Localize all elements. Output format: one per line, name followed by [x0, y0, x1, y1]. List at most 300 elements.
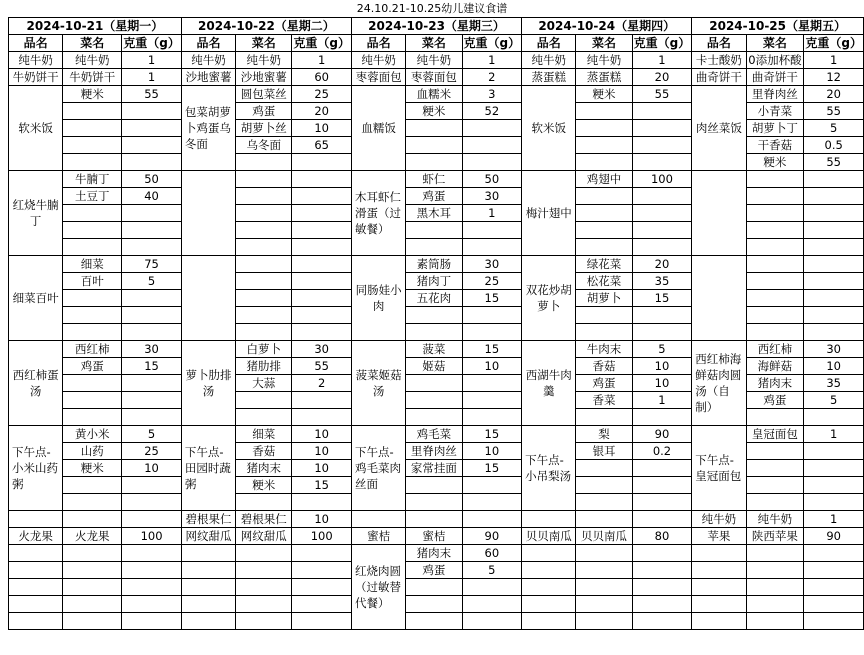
table-row — [9, 86, 864, 103]
dish-name — [692, 613, 746, 630]
ingredient-name — [406, 596, 462, 613]
ingredient-name: 纯牛奶 — [576, 52, 632, 69]
ingredient-weight — [122, 239, 182, 256]
table-row — [9, 511, 864, 528]
ingredient-weight — [122, 494, 182, 511]
ingredient-weight — [462, 392, 522, 409]
dish-name — [522, 579, 576, 596]
day-header: 2024-10-25（星期五） — [692, 18, 864, 35]
ingredient-weight: 80 — [632, 528, 692, 545]
ingredient-name: 山药 — [63, 443, 122, 460]
ingredient-weight: 5 — [122, 426, 182, 443]
ingredient-name: 大蒜 — [236, 375, 292, 392]
ingredient-weight: 10 — [462, 443, 522, 460]
ingredient-weight — [462, 579, 522, 596]
ingredient-name: 曲奇饼干 — [746, 69, 804, 86]
day-header: 2024-10-21（星期一） — [9, 18, 182, 35]
dish-name: 红烧牛腩丁 — [9, 171, 63, 256]
ingredient-weight — [122, 290, 182, 307]
ingredient-weight — [632, 222, 692, 239]
ingredient-weight — [632, 477, 692, 494]
ingredient-name — [63, 375, 122, 392]
ingredient-weight: 35 — [632, 273, 692, 290]
ingredient-weight: 15 — [462, 341, 522, 358]
ingredient-weight: 100 — [632, 171, 692, 188]
ingredient-weight: 15 — [462, 290, 522, 307]
ingredient-weight: 90 — [632, 426, 692, 443]
ingredient-weight: 2 — [292, 375, 352, 392]
dish-name: 下午点-鸡毛菜肉丝面 — [351, 426, 405, 511]
ingredient-weight: 20 — [292, 103, 352, 120]
dish-name: 火龙果 — [9, 528, 63, 545]
ingredient-weight — [122, 511, 182, 528]
ingredient-name — [406, 307, 462, 324]
table-row — [9, 613, 864, 630]
col-header-ingredient: 菜名 — [746, 35, 804, 52]
ingredient-weight: 20 — [632, 69, 692, 86]
ingredient-name — [406, 477, 462, 494]
ingredient-name — [746, 256, 804, 273]
ingredient-name — [406, 494, 462, 511]
ingredient-name: 香菇 — [576, 358, 632, 375]
column-header-row — [9, 35, 864, 52]
col-header-weight: 克重（g） — [463, 35, 521, 50]
ingredient-name — [576, 579, 632, 596]
ingredient-name: 牛奶饼干 — [63, 69, 122, 86]
dish-name: 梅汁翅中 — [522, 171, 576, 256]
col-header-dish: 品名 — [9, 35, 63, 52]
ingredient-name — [406, 511, 462, 528]
ingredient-name — [63, 239, 122, 256]
ingredient-name: 菠菜 — [406, 341, 462, 358]
dish-name: 牛奶饼干 — [9, 69, 63, 86]
ingredient-name — [576, 103, 632, 120]
day-header: 2024-10-23（星期三） — [351, 18, 521, 35]
ingredient-weight — [122, 392, 182, 409]
ingredient-weight: 12 — [804, 69, 864, 86]
ingredient-weight — [122, 375, 182, 392]
ingredient-name: 粳米 — [236, 477, 292, 494]
ingredient-name: 鸡蛋 — [576, 375, 632, 392]
ingredient-name: 白萝卜 — [236, 341, 292, 358]
ingredient-weight — [292, 205, 352, 222]
ingredient-name: 粳米 — [63, 86, 122, 103]
dish-name: 血糯饭 — [351, 86, 405, 171]
dish-name — [9, 596, 63, 613]
table-row — [9, 596, 864, 613]
ingredient-name: 鸡蛋 — [63, 358, 122, 375]
ingredient-name — [63, 562, 122, 579]
ingredient-weight — [462, 409, 522, 426]
ingredient-name — [746, 613, 804, 630]
ingredient-name: 里脊肉丝 — [406, 443, 462, 460]
ingredient-name — [406, 137, 462, 154]
ingredient-weight — [804, 239, 864, 256]
ingredient-name: 圆包菜丝 — [236, 86, 292, 103]
ingredient-weight: 15 — [462, 460, 522, 477]
ingredient-name: 纯牛奶 — [63, 52, 122, 69]
ingredient-weight — [292, 290, 352, 307]
ingredient-name — [406, 613, 462, 630]
ingredient-weight: 30 — [804, 341, 864, 358]
ingredient-weight — [292, 392, 352, 409]
dish-name — [692, 596, 746, 613]
ingredient-name — [236, 613, 292, 630]
dish-name: 苹果 — [692, 528, 746, 545]
ingredient-name — [576, 460, 632, 477]
ingredient-weight: 1 — [122, 69, 182, 86]
ingredient-weight — [292, 239, 352, 256]
ingredient-name — [406, 154, 462, 171]
dish-name: 下午点-田园时蔬粥 — [181, 426, 235, 511]
ingredient-weight — [462, 613, 522, 630]
ingredient-name: 粳米 — [746, 154, 804, 171]
ingredient-name — [236, 409, 292, 426]
dish-name — [522, 596, 576, 613]
table-row — [9, 256, 864, 273]
ingredient-weight — [804, 205, 864, 222]
ingredient-name — [746, 409, 804, 426]
ingredient-name — [63, 205, 122, 222]
dish-name — [522, 562, 576, 579]
ingredient-name — [746, 494, 804, 511]
ingredient-weight: 65 — [292, 137, 352, 154]
day-header: 2024-10-22（星期二） — [181, 18, 351, 35]
ingredient-weight: 75 — [122, 256, 182, 273]
ingredient-name: 粳米 — [406, 103, 462, 120]
ingredient-name: 西红柿 — [746, 341, 804, 358]
dish-name: 红烧肉圆（过敏替代餐） — [351, 545, 405, 630]
ingredient-name: 贝贝南瓜 — [576, 528, 632, 545]
ingredient-weight — [804, 477, 864, 494]
col-header-dish: 品名 — [181, 35, 235, 52]
ingredient-name: 火龙果 — [63, 528, 122, 545]
ingredient-name: 猪肉末 — [236, 460, 292, 477]
ingredient-name: 乌冬面 — [236, 137, 292, 154]
ingredient-name — [63, 154, 122, 171]
ingredient-weight: 60 — [462, 545, 522, 562]
ingredient-name: 银耳 — [576, 443, 632, 460]
ingredient-name: 鸡毛菜 — [406, 426, 462, 443]
ingredient-weight — [804, 545, 864, 562]
ingredient-name: 蒸蛋糕 — [576, 69, 632, 86]
ingredient-name — [236, 154, 292, 171]
ingredient-name — [63, 579, 122, 596]
ingredient-weight — [804, 409, 864, 426]
ingredient-weight — [292, 324, 352, 341]
ingredient-weight: 15 — [632, 290, 692, 307]
dish-name — [692, 545, 746, 562]
ingredient-weight: 40 — [122, 188, 182, 205]
ingredient-weight — [632, 409, 692, 426]
ingredient-name: 纯牛奶 — [406, 52, 462, 69]
ingredient-weight — [122, 324, 182, 341]
ingredient-name: 里脊肉丝 — [746, 86, 804, 103]
ingredient-name — [236, 596, 292, 613]
ingredient-name — [236, 307, 292, 324]
ingredient-weight — [292, 171, 352, 188]
ingredient-weight: 1 — [292, 52, 352, 69]
dish-name — [181, 545, 235, 562]
ingredient-name — [236, 392, 292, 409]
dish-name: 网纹甜瓜 — [181, 528, 235, 545]
menu-body — [9, 52, 864, 630]
dish-name: 下午点-小吊梨汤 — [522, 426, 576, 511]
ingredient-weight: 60 — [292, 69, 352, 86]
ingredient-name — [236, 171, 292, 188]
ingredient-weight — [292, 613, 352, 630]
ingredient-name: 黑木耳 — [406, 205, 462, 222]
dish-name: 双花炒胡萝卜 — [522, 256, 576, 341]
col-header-weight: 克重（g） — [805, 35, 862, 50]
col-header-weight: 克重（g） — [293, 35, 350, 50]
ingredient-weight — [462, 511, 522, 528]
dish-name: 纯牛奶 — [692, 511, 746, 528]
ingredient-name: 鸡翅中 — [576, 171, 632, 188]
ingredient-name: 黄小米 — [63, 426, 122, 443]
col-header-dish: 品名 — [692, 35, 746, 52]
dish-name: 蒸蛋糕 — [522, 69, 576, 86]
dish-name — [9, 613, 63, 630]
ingredient-weight — [462, 477, 522, 494]
ingredient-weight: 0.2 — [632, 443, 692, 460]
ingredient-weight — [462, 324, 522, 341]
ingredient-name — [576, 222, 632, 239]
dish-name — [9, 562, 63, 579]
ingredient-name: 松花菜 — [576, 273, 632, 290]
ingredient-weight: 10 — [292, 426, 352, 443]
ingredient-name: 鸡蛋 — [236, 103, 292, 120]
dish-name: 沙地蜜薯 — [181, 69, 235, 86]
table-row — [9, 528, 864, 545]
ingredient-weight — [632, 511, 692, 528]
ingredient-name — [576, 494, 632, 511]
ingredient-name — [236, 273, 292, 290]
ingredient-name: 绿花菜 — [576, 256, 632, 273]
ingredient-weight — [292, 545, 352, 562]
ingredient-weight: 55 — [292, 358, 352, 375]
ingredient-weight: 25 — [292, 86, 352, 103]
ingredient-weight — [462, 137, 522, 154]
ingredient-name: 猪肉末 — [746, 375, 804, 392]
dish-name: 西红柿海鲜菇肉圆汤（自制） — [692, 341, 746, 426]
ingredient-name — [63, 392, 122, 409]
ingredient-weight — [292, 154, 352, 171]
ingredient-weight: 100 — [122, 528, 182, 545]
ingredient-name — [236, 562, 292, 579]
ingredient-name — [746, 188, 804, 205]
col-header-ingredient: 菜名 — [236, 35, 292, 52]
ingredient-name: 皇冠面包 — [746, 426, 804, 443]
col-header-ingredient: 菜名 — [576, 35, 632, 52]
ingredient-name — [236, 239, 292, 256]
day-header: 2024-10-24（星期四） — [522, 18, 692, 35]
ingredient-name: 碧根果仁 — [236, 511, 292, 528]
ingredient-name — [746, 443, 804, 460]
dish-name — [692, 256, 746, 341]
ingredient-name — [746, 239, 804, 256]
ingredient-weight — [122, 409, 182, 426]
ingredient-weight: 15 — [462, 426, 522, 443]
ingredient-weight — [292, 307, 352, 324]
dish-name — [181, 579, 235, 596]
ingredient-name — [236, 188, 292, 205]
ingredient-weight: 30 — [292, 341, 352, 358]
dish-name: 下午点-小米山药粥 — [9, 426, 63, 511]
ingredient-weight — [462, 120, 522, 137]
ingredient-weight — [804, 188, 864, 205]
ingredient-name — [406, 409, 462, 426]
ingredient-name — [576, 188, 632, 205]
ingredient-name — [576, 324, 632, 341]
ingredient-weight — [122, 545, 182, 562]
ingredient-weight — [632, 103, 692, 120]
ingredient-name — [63, 613, 122, 630]
ingredient-weight: 30 — [462, 256, 522, 273]
ingredient-weight: 5 — [804, 392, 864, 409]
ingredient-weight — [122, 579, 182, 596]
ingredient-weight — [292, 562, 352, 579]
ingredient-name — [746, 579, 804, 596]
ingredient-name: 梨 — [576, 426, 632, 443]
ingredient-weight — [462, 596, 522, 613]
dish-name — [692, 562, 746, 579]
ingredient-name — [576, 409, 632, 426]
dish-name — [9, 511, 63, 528]
ingredient-name — [406, 324, 462, 341]
ingredient-name — [576, 511, 632, 528]
ingredient-weight: 10 — [292, 120, 352, 137]
ingredient-weight — [632, 596, 692, 613]
ingredient-weight — [804, 579, 864, 596]
ingredient-weight — [292, 222, 352, 239]
ingredient-weight: 1 — [462, 52, 522, 69]
col-header-weight: 克重（g） — [633, 35, 691, 50]
ingredient-name — [746, 273, 804, 290]
dish-name: 菠菜姬菇汤 — [351, 341, 405, 426]
ingredient-name — [746, 460, 804, 477]
ingredient-name — [236, 256, 292, 273]
ingredient-name — [406, 579, 462, 596]
ingredient-weight — [632, 120, 692, 137]
ingredient-name: 香菜 — [576, 392, 632, 409]
ingredient-name — [63, 511, 122, 528]
menu-table — [8, 17, 864, 630]
dish-name: 细菜百叶 — [9, 256, 63, 341]
dish-name: 卡士酸奶 — [692, 52, 746, 69]
dish-name: 同肠娃小肉 — [351, 256, 405, 341]
ingredient-weight — [122, 596, 182, 613]
ingredient-name — [576, 205, 632, 222]
ingredient-name — [746, 477, 804, 494]
ingredient-name — [236, 494, 292, 511]
ingredient-name: 猪肉丁 — [406, 273, 462, 290]
ingredient-weight — [292, 256, 352, 273]
ingredient-weight: 1 — [632, 52, 692, 69]
dish-name: 西湖牛肉羹 — [522, 341, 576, 426]
ingredient-name — [63, 222, 122, 239]
dish-name: 纯牛奶 — [9, 52, 63, 69]
ingredient-weight: 1 — [804, 52, 864, 69]
dish-name: 碧根果仁 — [181, 511, 235, 528]
ingredient-name: 香菇 — [236, 443, 292, 460]
ingredient-weight: 25 — [122, 443, 182, 460]
ingredient-name — [406, 375, 462, 392]
ingredient-name — [746, 545, 804, 562]
ingredient-weight — [632, 494, 692, 511]
ingredient-weight — [292, 579, 352, 596]
ingredient-weight — [122, 613, 182, 630]
ingredient-name: 猪肋排 — [236, 358, 292, 375]
dish-name — [351, 511, 405, 528]
ingredient-weight: 90 — [462, 528, 522, 545]
page-title: 24.10.21-10.25幼儿建议食谱 — [356, 2, 508, 15]
ingredient-weight: 10 — [804, 358, 864, 375]
ingredient-weight — [122, 205, 182, 222]
table-row — [9, 545, 864, 562]
ingredient-weight: 10 — [292, 511, 352, 528]
ingredient-weight — [804, 562, 864, 579]
ingredient-name — [236, 545, 292, 562]
ingredient-weight: 50 — [122, 171, 182, 188]
ingredient-name — [576, 613, 632, 630]
ingredient-name — [576, 562, 632, 579]
ingredient-weight: 0.5 — [804, 137, 864, 154]
col-header-ingredient: 菜名 — [63, 35, 122, 52]
ingredient-weight — [462, 154, 522, 171]
ingredient-weight: 35 — [804, 375, 864, 392]
ingredient-weight — [632, 188, 692, 205]
ingredient-name: 家常挂面 — [406, 460, 462, 477]
dish-name — [181, 596, 235, 613]
ingredient-weight: 10 — [462, 358, 522, 375]
ingredient-weight — [632, 239, 692, 256]
ingredient-weight: 55 — [632, 86, 692, 103]
ingredient-name: 枣蓉面包 — [406, 69, 462, 86]
ingredient-name: 胡萝卜 — [576, 290, 632, 307]
dish-name: 木耳虾仁滑蛋（过敏餐） — [351, 171, 405, 256]
ingredient-weight — [804, 273, 864, 290]
ingredient-name — [236, 222, 292, 239]
ingredient-weight — [462, 307, 522, 324]
ingredient-weight — [632, 307, 692, 324]
ingredient-name — [406, 222, 462, 239]
ingredient-name — [746, 290, 804, 307]
ingredient-weight — [122, 103, 182, 120]
ingredient-weight: 10 — [632, 375, 692, 392]
ingredient-weight — [804, 171, 864, 188]
dish-name — [9, 579, 63, 596]
ingredient-weight: 1 — [804, 426, 864, 443]
ingredient-weight — [292, 188, 352, 205]
ingredient-name: 粳米 — [63, 460, 122, 477]
ingredient-weight — [292, 494, 352, 511]
ingredient-name: 胡萝卜丝 — [236, 120, 292, 137]
ingredient-weight: 1 — [804, 511, 864, 528]
table-row — [9, 426, 864, 443]
ingredient-name: 网纹甜瓜 — [236, 528, 292, 545]
ingredient-name — [746, 324, 804, 341]
dish-name — [522, 545, 576, 562]
ingredient-weight: 25 — [462, 273, 522, 290]
ingredient-weight — [122, 562, 182, 579]
ingredient-weight: 55 — [804, 154, 864, 171]
ingredient-name: 蜜桔 — [406, 528, 462, 545]
dish-name — [522, 511, 576, 528]
ingredient-weight: 5 — [122, 273, 182, 290]
ingredient-weight — [804, 324, 864, 341]
ingredient-weight — [804, 494, 864, 511]
